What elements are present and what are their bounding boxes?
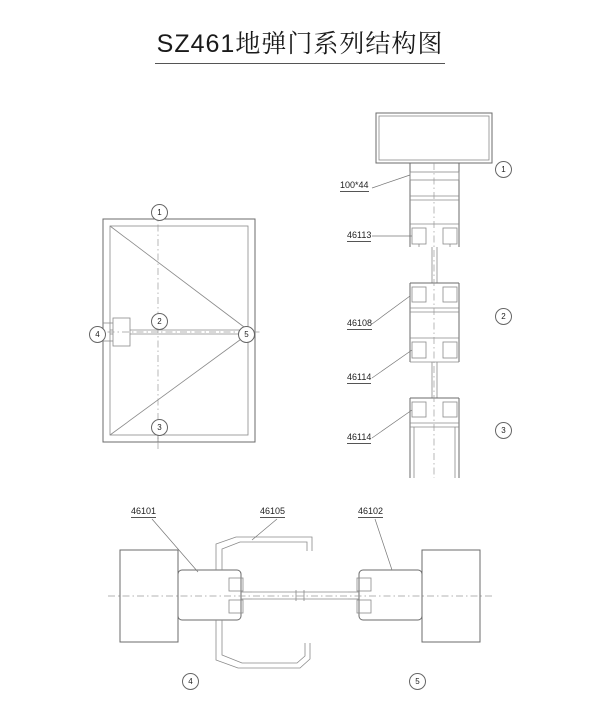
page-title <box>0 24 600 64</box>
callout-section-2: 2 <box>495 308 512 325</box>
callout-elevation-1: 1 <box>151 204 168 221</box>
door-elevation-icon <box>93 210 262 452</box>
label-part-46114-bottom: 46114 <box>347 432 372 442</box>
vertical-section-icon <box>372 113 492 478</box>
callout-elevation-3: 3 <box>151 419 168 436</box>
callout-section-1: 1 <box>495 161 512 178</box>
label-part-46105: 46105 <box>260 506 286 516</box>
label-part-46102: 46102 <box>358 506 384 516</box>
label-part-46114-middle: 46114 <box>347 372 372 382</box>
callout-elevation-4: 4 <box>89 326 106 343</box>
callout-section-3: 3 <box>495 422 512 439</box>
callout-elevation-2: 2 <box>151 313 168 330</box>
label-part-46108: 46108 <box>347 318 373 328</box>
page-title-text: SZ461地弹门系列结构图 <box>155 24 446 64</box>
horizontal-plan-icon <box>108 519 492 668</box>
label-part-46113: 46113 <box>347 230 372 240</box>
callout-plan-5: 5 <box>409 673 426 690</box>
callout-elevation-5: 5 <box>238 326 255 343</box>
label-dimension-100x44: 100*44 <box>340 180 369 190</box>
callout-plan-4: 4 <box>182 673 199 690</box>
label-part-46101: 46101 <box>131 506 157 516</box>
